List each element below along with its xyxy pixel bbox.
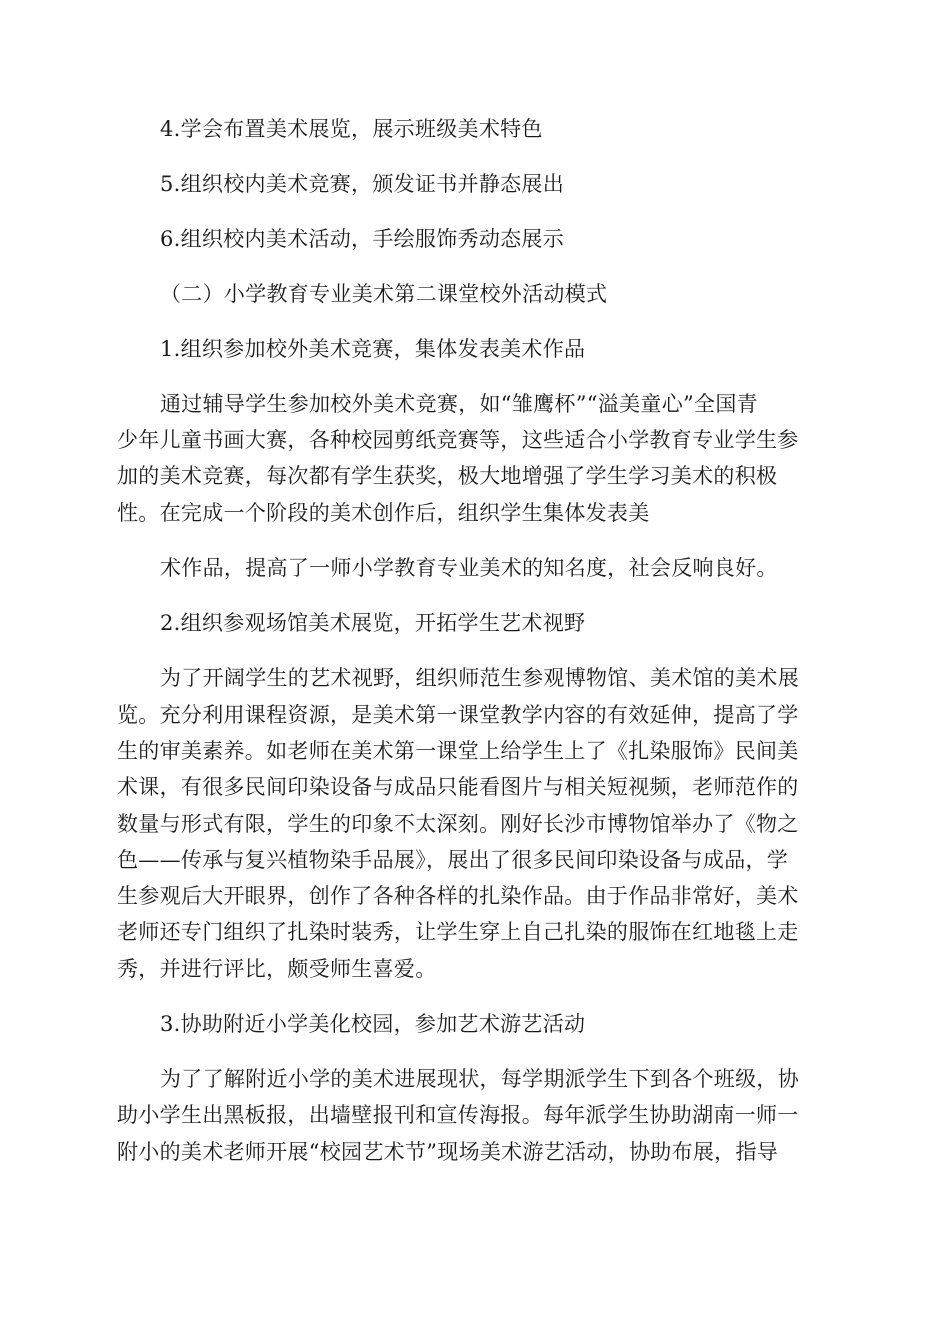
paragraph-line: 览。充分利用课程资源，是美术第一课堂教学内容的有效延伸，提高了学 bbox=[117, 703, 799, 727]
paragraph-line: 数量与形式有限，学生的印象不太深刻。刚好长沙市博物馆举办了《物之 bbox=[117, 812, 799, 836]
paragraph-line: 少年儿童书画大赛，各种校园剪纸竞赛等，这些适合小学教育专业学生参 bbox=[117, 428, 799, 452]
paragraph-line: 生的审美素养。如老师在美术第一课堂上给学生上了《扎染服饰》民间美 bbox=[117, 739, 799, 763]
paragraph-line: 附小的美术老师开展“校园艺术节”现场美术游艺活动，协助布展，指导 bbox=[117, 1140, 779, 1164]
list-item-6: 6.组织校内美术活动，手绘服饰秀动态展示 bbox=[160, 227, 565, 251]
subsection-title-1: 1.组织参加校外美术竞赛，集体发表美术作品 bbox=[160, 337, 586, 361]
paragraph-line: 加的美术竞赛，每次都有学生获奖，极大地增强了学生学习美术的积极 bbox=[117, 464, 778, 488]
list-item-5: 5.组织校内美术竞赛，颁发证书并静态展出 bbox=[160, 172, 565, 196]
paragraph-line: 性。在完成一个阶段的美术创作后，组织学生集体发表美 bbox=[117, 501, 650, 525]
paragraph-line: 术作品，提高了一师小学教育专业美术的知名度，社会反响良好。 bbox=[160, 556, 778, 580]
paragraph-line: 术课，有很多民间印染设备与成品只能看图片与相关短视频，老师范作的 bbox=[117, 775, 799, 799]
paragraph-line: 秀，并进行评比，颇受师生喜爱。 bbox=[117, 957, 437, 981]
section-heading: （二）小学教育专业美术第二课堂校外活动模式 bbox=[160, 282, 608, 306]
paragraph-line: 通过辅导学生参加校外美术竞赛，如“雏鹰杯”“溢美童心”全国青 bbox=[160, 392, 758, 416]
paragraph-line: 为了开阔学生的艺术视野，组织师范生参观博物馆、美术馆的美术展 bbox=[160, 666, 799, 690]
paragraph-line: 为了了解附近小学的美术进展现状，每学期派学生下到各个班级，协 bbox=[160, 1067, 799, 1091]
paragraph-line: 生参观后大开眼界，创作了各种各样的扎染作品。由于作品非常好，美术 bbox=[117, 884, 799, 908]
paragraph-line: 助小学生出黑板报，出墙壁报刊和宣传海报。每年派学生协助湖南一师一 bbox=[117, 1103, 799, 1127]
paragraph-line: 色——传承与复兴植物染手品展》，展出了很多民间印染设备与成品，学 bbox=[117, 848, 789, 872]
list-item-4: 4.学会布置美术展览，展示班级美术特色 bbox=[160, 117, 543, 141]
subsection-title-3: 3.协助附近小学美化校园，参加艺术游艺活动 bbox=[160, 1012, 586, 1036]
paragraph-line: 老师还专门组织了扎染时装秀，让学生穿上自己扎染的服饰在红地毯上走 bbox=[117, 920, 799, 944]
subsection-title-2: 2.组织参观场馆美术展览，开拓学生艺术视野 bbox=[160, 611, 586, 635]
